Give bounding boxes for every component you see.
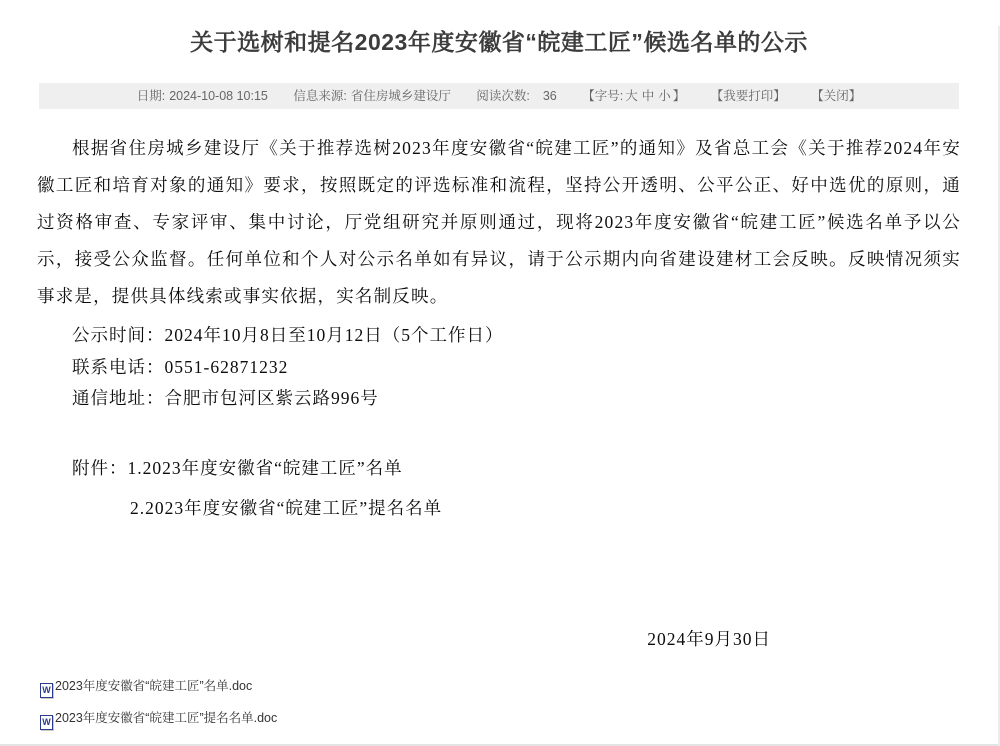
- mail-address-line: 通信地址：合肥市包河区紫云路996号: [72, 388, 379, 408]
- publicity-time-line: 公示时间：2024年10月8日至10月12日（5个工作日）: [72, 325, 504, 345]
- attachment-doc-name-2: 2023年度安徽省“皖建工匠”提名名单.doc: [55, 710, 278, 725]
- publish-date-label: 日期:: [136, 89, 166, 103]
- main-paragraph: 根据省住房城乡建设厅《关于推荐选树2023年度安徽省“皖建工匠”的通知》及省总工会《关于推荐2024年安徽工匠和培育对象的通知》要求，按照既定的评选标准和流程，坚持公开透明、公平公正、好中选优的原则，通过资格审查、专家评审、集中讨论，厅党组研究并原则通过，现将2023年度安徽省“皖建工匠”候选名单予以公示，接受公众监督。任何单位和个人对公示名单如有异议，请于公示期内向省建设建材工会反映。反映情况须实事求是，提供具体线索或事实依据，实名制反映。: [37, 138, 961, 306]
- word-doc-icon: W: [40, 715, 53, 730]
- view-count-value: 36: [542, 89, 557, 103]
- attachment-note: [37, 448, 961, 528]
- attachment-item-1: 1.2023年度安徽省“皖建工匠”名单: [127, 457, 403, 478]
- info-lines: [37, 320, 961, 415]
- info-source: [293, 83, 451, 109]
- publish-date: [137, 83, 268, 109]
- word-doc-icon: W: [40, 683, 53, 698]
- attachment-note-line-1: [37, 448, 961, 488]
- font-size-medium-button[interactable]: 中: [641, 89, 655, 103]
- close-button[interactable]: 【关闭】: [811, 89, 862, 103]
- view-count: [476, 83, 556, 109]
- attachment-doc-link-1[interactable]: [40, 676, 998, 708]
- page-title: 关于选树和提名2023年度安徽省“皖建工匠”候选名单的公示: [190, 29, 808, 55]
- info-source-value: 省住房城乡建设厅: [350, 89, 451, 103]
- font-size-suffix: 】: [672, 89, 686, 103]
- attachment-download-list: [40, 676, 998, 740]
- attachment-doc-link-2[interactable]: [40, 708, 998, 740]
- attachment-note-line-2: [37, 488, 961, 528]
- font-size-large-button[interactable]: 大: [625, 89, 638, 103]
- sign-date: 2024年9月30日: [647, 628, 771, 649]
- attachment-doc-name-1: 2023年度安徽省“皖建工匠”名单.doc: [55, 678, 253, 693]
- info-source-label: 信息来源:: [293, 89, 347, 103]
- contact-phone-line: 联系电话：0551-62871232: [72, 356, 289, 377]
- font-size-control: [582, 83, 685, 109]
- view-count-label: 阅读次数:: [476, 89, 530, 103]
- announcement-page: [0, 26, 1000, 746]
- font-size-prefix: 【字号:: [582, 89, 624, 103]
- print-button[interactable]: 【我要打印】: [710, 89, 786, 103]
- meta-bar: [39, 83, 959, 109]
- font-size-small-button[interactable]: 小: [658, 89, 671, 103]
- attachment-item-2: 2.2023年度安徽省“皖建工匠”提名名单: [130, 497, 443, 518]
- attachment-label: 附件：: [72, 457, 128, 478]
- publish-date-value: 2024-10-08 10:15: [169, 89, 268, 103]
- document-body: [37, 130, 961, 654]
